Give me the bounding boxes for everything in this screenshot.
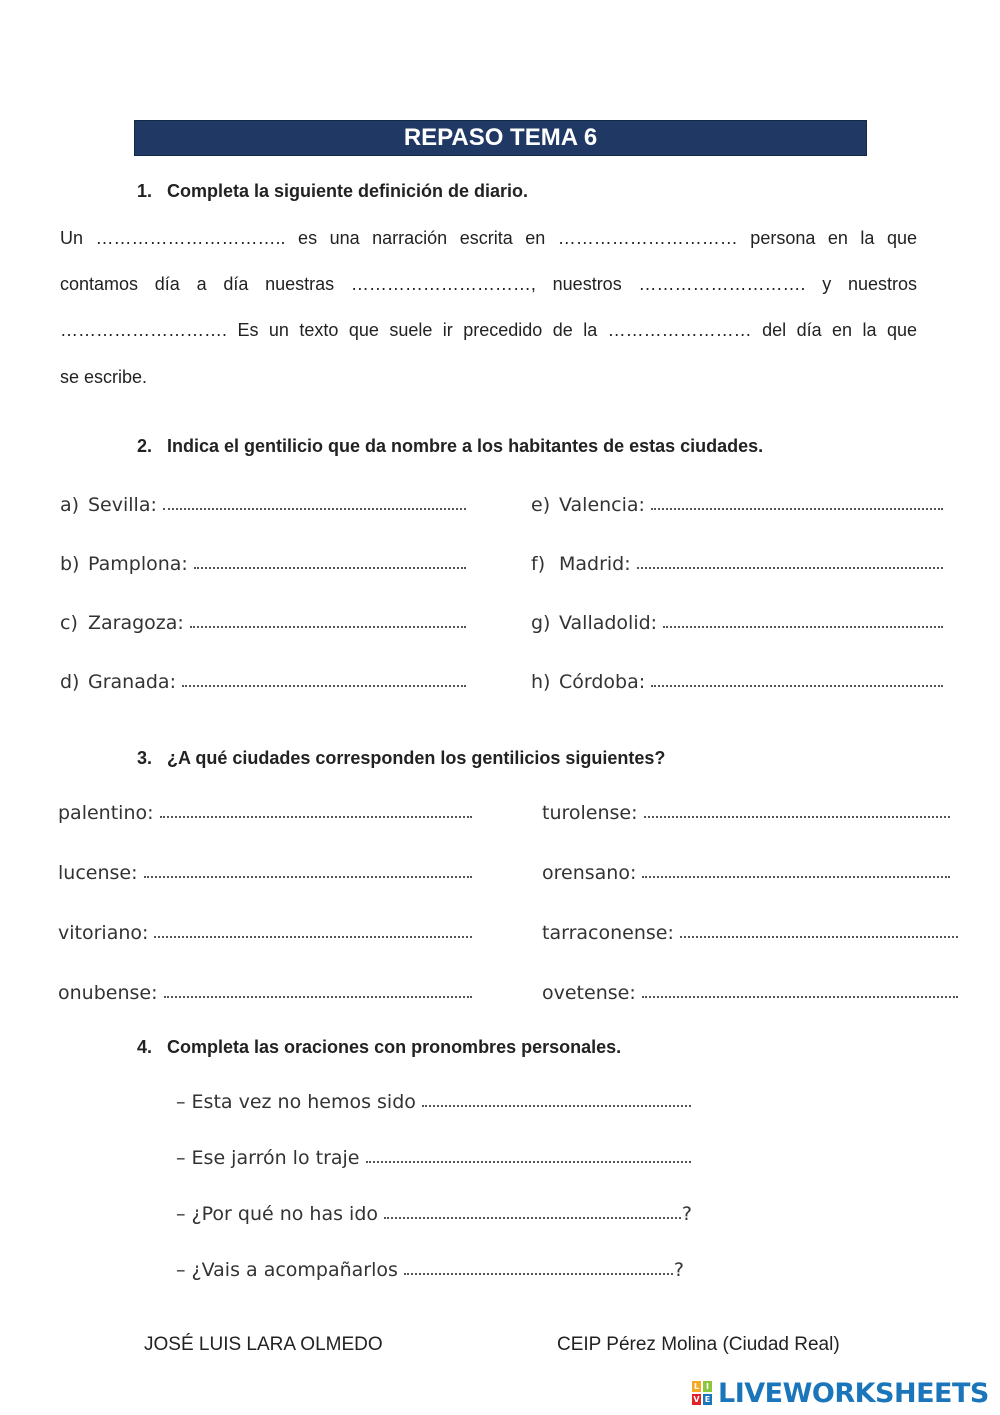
answer-blank[interactable]: [663, 624, 943, 628]
city-label: Granada:: [88, 671, 176, 693]
demonym-row-orensano[interactable]: [542, 862, 950, 884]
definition-line-3: ………………………. Es un texto que suele ir precedido de la …………………… del día en la que: [60, 320, 917, 340]
answer-blank[interactable]: [144, 874, 473, 878]
answer-blank[interactable]: [366, 1159, 692, 1163]
footer-school: CEIP Pérez Molina (Ciudad Real): [557, 1334, 840, 1355]
demonym-label: turolense:: [542, 802, 638, 824]
item-letter: e): [531, 494, 551, 516]
city-label: Pamplona:: [88, 553, 188, 575]
answer-blank[interactable]: [154, 934, 472, 938]
city-row-cordoba[interactable]: [531, 671, 943, 693]
section-4-number: 4.: [137, 1037, 153, 1057]
answer-blank[interactable]: [404, 1271, 673, 1275]
section-2-heading-text: Indica el gentilicio que da nombre a los habitantes de estas ciudades.: [167, 436, 764, 456]
city-label: Madrid:: [559, 553, 631, 575]
answer-blank[interactable]: [644, 814, 950, 818]
sentence-text: – Ese jarrón lo traje: [176, 1147, 360, 1169]
sentence-text: – ¿Por qué no has ido: [176, 1203, 379, 1225]
item-letter: b): [60, 553, 80, 575]
demonym-label: ovetense:: [542, 982, 636, 1004]
city-label: Córdoba:: [559, 671, 646, 693]
item-letter: f): [531, 553, 546, 575]
section-1-heading: [137, 181, 528, 202]
item-letter: d): [60, 671, 80, 693]
demonym-label: onubense:: [58, 982, 158, 1004]
liveworksheets-wordmark: LIVEWORKSHEETS: [718, 1377, 989, 1409]
demonym-row-turolense[interactable]: [542, 802, 950, 824]
demonym-row-palentino[interactable]: [58, 802, 472, 824]
answer-blank[interactable]: [651, 506, 943, 510]
demonym-row-lucense[interactable]: [58, 862, 472, 884]
city-label: Zaragoza:: [88, 612, 184, 634]
sentence-row-4[interactable]: [176, 1259, 684, 1281]
demonym-label: lucense:: [58, 862, 138, 884]
answer-blank[interactable]: [384, 1215, 681, 1219]
section-2-heading: [137, 436, 763, 457]
sentence-text: – Esta vez no hemos sido: [176, 1091, 416, 1113]
liveworksheets-badge-icon: [692, 1380, 714, 1406]
demonym-row-tarraconense[interactable]: [542, 922, 958, 944]
city-row-pamplona[interactable]: [60, 553, 466, 575]
city-label: Valladolid:: [559, 612, 658, 634]
answer-blank[interactable]: [160, 814, 472, 818]
city-row-madrid[interactable]: [531, 553, 943, 575]
definition-line-4: se escribe.: [60, 367, 148, 387]
demonym-label: palentino:: [58, 802, 154, 824]
section-3-heading-text: ¿A qué ciudades corresponden los gentilicios siguientes?: [167, 748, 666, 768]
city-row-zaragoza[interactable]: [60, 612, 466, 634]
city-row-sevilla[interactable]: [60, 494, 466, 516]
definition-line-2: contamos día a día nuestras …………………………, nuestros ………………………. y nuestros: [60, 274, 917, 294]
answer-blank[interactable]: [163, 506, 466, 510]
badge-letter-i: I: [703, 1381, 712, 1392]
item-letter: a): [60, 494, 80, 516]
section-1-heading-text: Completa la siguiente definición de diario.: [167, 181, 529, 201]
answer-blank[interactable]: [190, 624, 466, 628]
sentence-row-1[interactable]: [176, 1091, 692, 1113]
demonym-label: orensano:: [542, 862, 637, 884]
section-3-heading: [137, 748, 665, 769]
answer-blank[interactable]: [182, 683, 466, 687]
item-letter: g): [531, 612, 551, 634]
section-4-heading-text: Completa las oraciones con pronombres personales.: [167, 1037, 622, 1057]
city-label: Sevilla:: [88, 494, 157, 516]
item-letter: c): [60, 612, 78, 634]
sentence-end: ?: [673, 1259, 684, 1281]
answer-blank[interactable]: [194, 565, 466, 569]
city-row-valladolid[interactable]: [531, 612, 943, 634]
badge-letter-v: V: [693, 1395, 700, 1404]
demonym-row-ovetense[interactable]: [542, 982, 958, 1004]
answer-blank[interactable]: [651, 683, 943, 687]
answer-blank[interactable]: [642, 874, 950, 878]
worksheet-title: REPASO TEMA 6: [134, 120, 867, 156]
footer-author: JOSÉ LUIS LARA OLMEDO: [144, 1334, 383, 1355]
section-4-heading: [137, 1037, 621, 1058]
answer-blank[interactable]: [642, 994, 958, 998]
answer-blank[interactable]: [164, 994, 473, 998]
sentence-row-3[interactable]: [176, 1203, 692, 1225]
item-letter: h): [531, 671, 551, 693]
demonym-row-vitoriano[interactable]: [58, 922, 472, 944]
answer-blank[interactable]: [637, 565, 943, 569]
liveworksheets-logo[interactable]: [692, 1376, 992, 1410]
city-label: Valencia:: [559, 494, 645, 516]
badge-letter-l: L: [693, 1382, 700, 1391]
answer-blank[interactable]: [680, 934, 958, 938]
answer-blank[interactable]: [422, 1103, 691, 1107]
sentence-end: ?: [681, 1203, 692, 1225]
demonym-label: vitoriano:: [58, 922, 149, 944]
badge-letter-e: E: [704, 1395, 711, 1404]
definition-line-1: Un ………………………….. es una narración escrita en ………………………… persona en la que: [60, 228, 917, 248]
city-row-granada[interactable]: [60, 671, 466, 693]
sentence-text: – ¿Vais a acompañarlos: [176, 1259, 398, 1281]
demonym-row-onubense[interactable]: [58, 982, 472, 1004]
section-2-number: 2.: [137, 436, 153, 456]
sentence-row-2[interactable]: [176, 1147, 692, 1169]
section-3-number: 3.: [137, 748, 153, 768]
city-row-valencia[interactable]: [531, 494, 943, 516]
section-1-number: 1.: [137, 181, 153, 201]
demonym-label: tarraconense:: [542, 922, 674, 944]
